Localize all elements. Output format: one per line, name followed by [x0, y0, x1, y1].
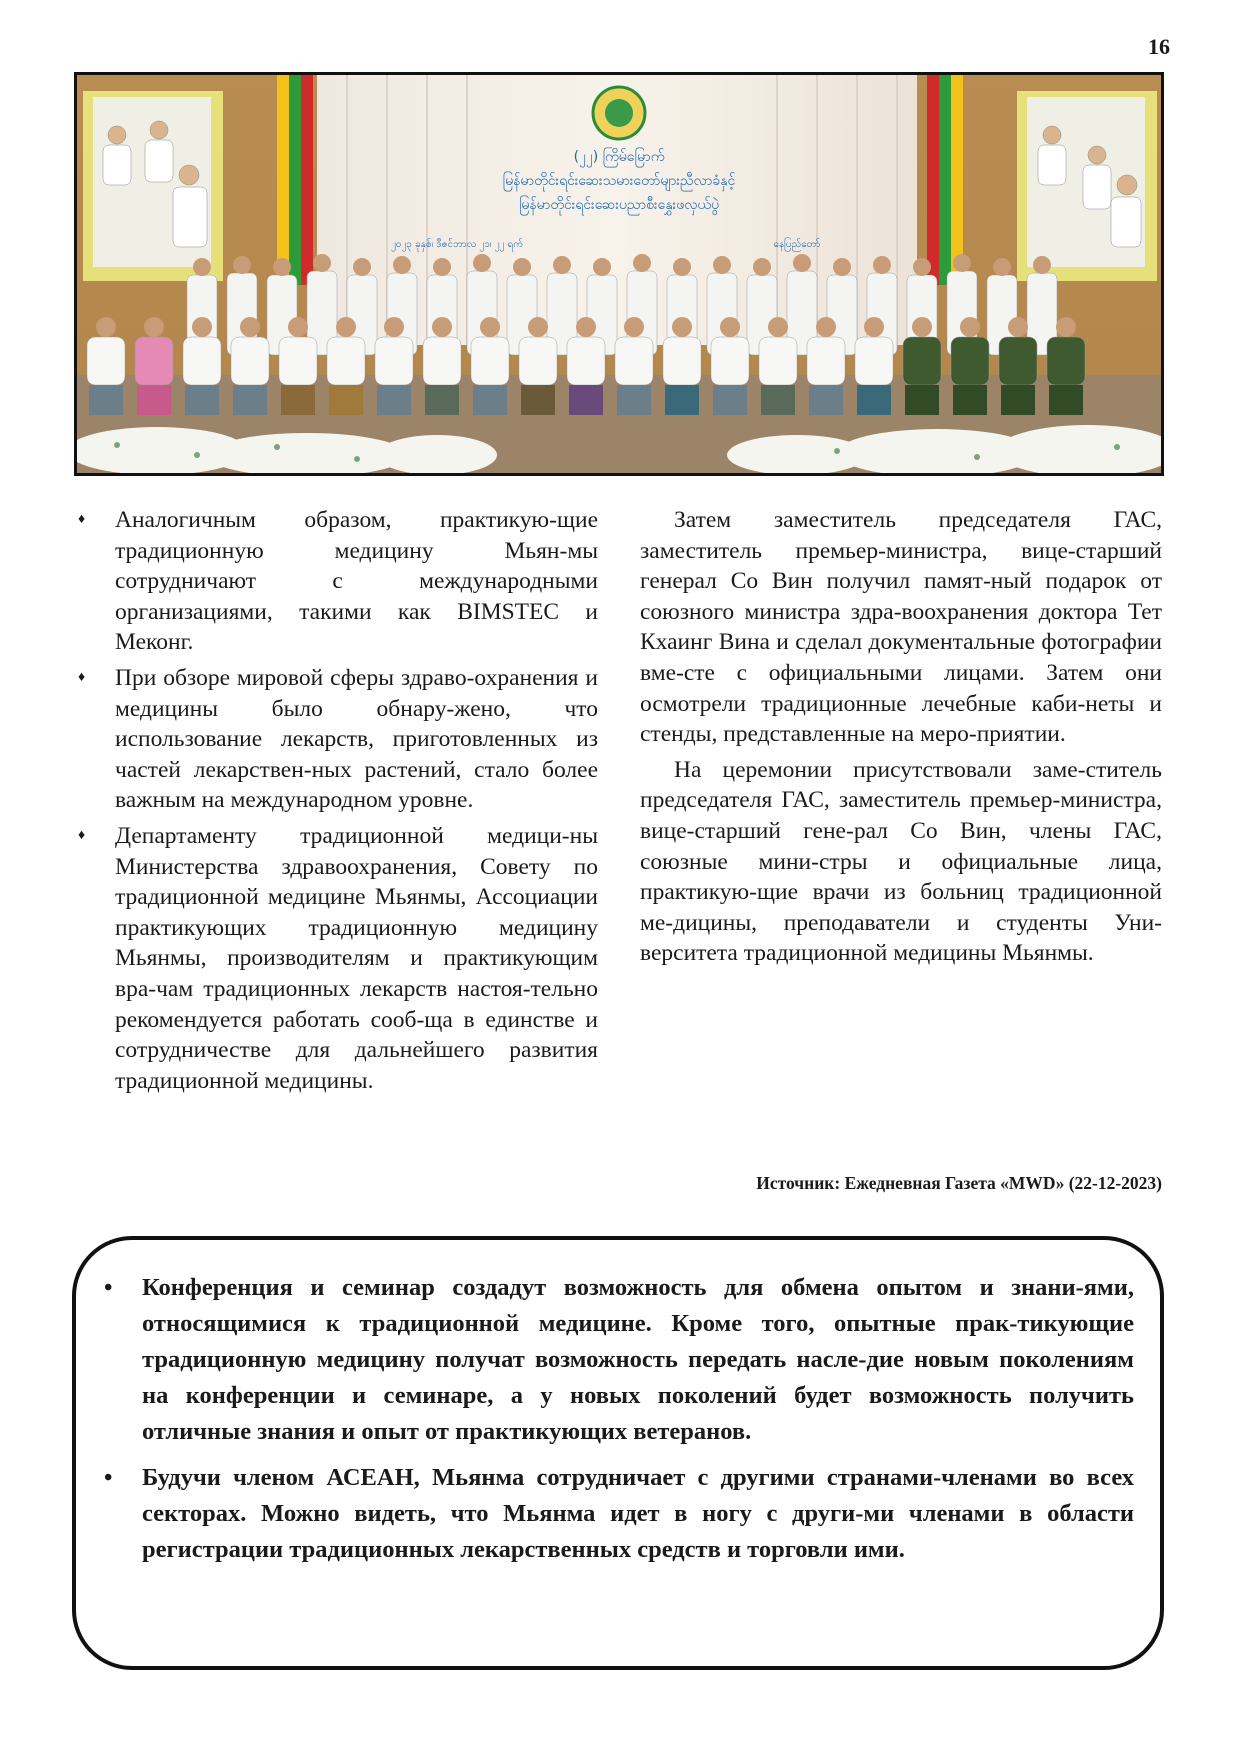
- bullet-text: При обзоре мировой сферы здраво-охранения и медицины было обнару-жено, что использование лекарств, приготовленных из частей лекарствен-ных растений, стало более важным на международном уровне.: [115, 664, 598, 814]
- list-item: [78, 663, 598, 816]
- bullet-text: Департаменту традиционной медици-ны Министерства здравоохранения, Совету по традиционной медицине Мьянмы, Ассоциации практикующих традиционную медицину Мьянмы, производителям и практикующим вра-чам традиционных лекарств настоя-тельно рекомендуется работать сооб-ща в единстве и сотрудничестве для дальнейшего развития традиционной медицины.: [115, 822, 598, 1094]
- banner-line2: မြန်မာတိုင်းရင်းဆေးသမားတော်များညီလာခံနှင့်: [502, 173, 736, 189]
- banner-line1: (၂၂) ကြိမ်မြောက်: [573, 149, 665, 165]
- summary-text: Конференция и семинар создадут возможность для обмена опытом и знани-ями, относящимися к традиционной медицине. Кроме того, опытные прак-тикующие традиционную медицину получат возможность передать насле-дие новым поколениям на конференции и семинаре, а у новых поколений будет возможность получить отличные знания и опыт от практикующих ветеранов.: [142, 1274, 1134, 1445]
- paragraph: На церемонии присутствовали заме-ститель председателя ГАС, заместитель премьер-министра, вице-старший гене-рал Со Вин, члены ГАС, союзные мини-стры и официальные лица, практикую-щие врачи из больниц традиционной ме-дицины, преподаватели и студенты Уни-верситета традиционной медицины Мьянмы.: [640, 756, 1162, 967]
- page-number: 16: [1148, 34, 1170, 59]
- diamond-bullet-icon: ♦: [78, 512, 86, 527]
- left-column: [78, 505, 598, 1101]
- banner-date: ၂၀၂၃ ခုနှစ်၊ ဒီဇင်ဘာလ ၂၁၊ ၂၂ ရက်: [390, 239, 524, 250]
- source-citation: Источник: Ежедневная Газета «MWD» (22-12-2023): [756, 1173, 1162, 1193]
- banner-place: နေပြည်တော်: [773, 239, 821, 250]
- diamond-bullet-icon: ♦: [78, 827, 86, 843]
- group-photo: [74, 72, 1164, 476]
- banner-line3: မြန်မာတိုင်းရင်းဆေးပညာစီးနွှေးဖလှယ်ပွဲ: [519, 197, 719, 213]
- bullet-dot-icon: •: [104, 1275, 113, 1301]
- group-photo-illustration: [77, 75, 1161, 473]
- summary-item: [104, 1460, 1134, 1568]
- diamond-bullet-icon: ♦: [78, 669, 86, 685]
- summary-text: Будучи членом АСЕАН, Мьянма сотрудничает с другими странами-членами во всех секторах. Можно видеть, что Мьянма идет в ногу с други-ми членами в области регистрации традиционных лекарственных средств и торговли ими.: [142, 1464, 1134, 1563]
- right-column: [640, 505, 1162, 974]
- summary-item: [104, 1270, 1134, 1450]
- bullet-text: Аналогичным образом, практикую-щие традиционную медицину Мьян-мы сотрудничают с международными организациями, такими как BIMSTEC и Меконг.: [115, 507, 598, 656]
- list-item: [78, 821, 598, 1096]
- paragraph: Затем заместитель председателя ГАС, заместитель премьер-министра, вице-старший генерал Со Вин получил памят-ный подарок от союзного министра здра-воохранения доктора Тет Кхаинг Вина и сделал документальные фотографии вме-сте с официальными лицами. Затем они осмотрели традиционные лечебные каби-неты и стенды, представленные на меро-приятии.: [640, 507, 1162, 748]
- bullet-dot-icon: •: [104, 1465, 113, 1491]
- summary-box: [72, 1236, 1164, 1670]
- list-item: [78, 505, 598, 658]
